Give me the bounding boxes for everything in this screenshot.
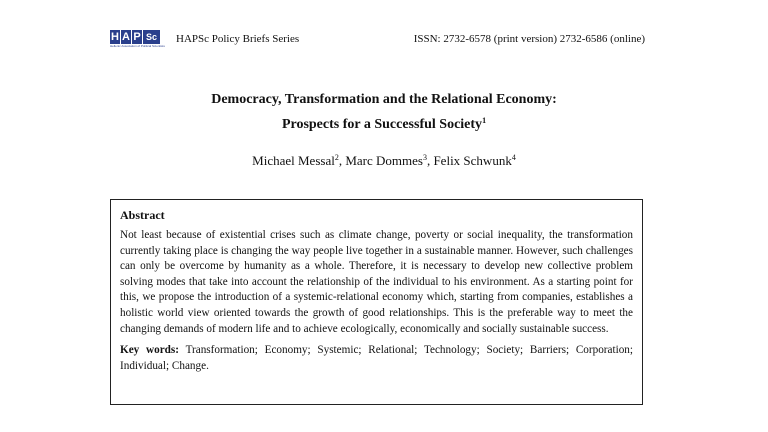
author: Michael Messal$^2$, [252,153,346,168]
abstract-heading: Abstract [120,208,165,222]
logo-subtext: Hellenic Association of Political Scientists [110,44,165,48]
logo-letter-h: H [111,31,119,43]
abstract-box [110,199,643,405]
logo-letter-p: P [133,31,141,43]
author-list [0,153,768,169]
paper-title-line-1: Democracy, Transformation and the Relational Economy: [211,92,557,107]
title-footnote-mark: 1 [482,116,487,125]
author: Marc Dommes$^3$, [345,153,434,168]
series-name: HAPSc Policy Briefs Series [176,33,300,45]
page-header [110,30,645,52]
keywords-label: Key words: [120,344,179,357]
paper-title-line-2: Prospects for a Successful Society$^1$ [281,116,487,132]
keywords [120,343,633,374]
logo-letter-sc: Sc [143,30,160,44]
keywords-list: Transformation; Economy; Systemic; Relational; Technology; Society; Barriers; Corporation; Individual; Change. [120,344,633,372]
abstract-text: Not least because of existential crises such as climate change, poverty or social inequality, the transformation currently taking place is changing the way people live together in a sustainable manner. However, such challenges can only be overcome by humanity as a whole. Therefore, it is necessary to develop new collective problem solving modes that take into account the relationship of the individual to his environment. As a starting point for this, we propose the introduction of a systemic-relational economy which, starting from companies, establishes a holistic world view oriented towards the growth of good relationships. This is the preferable way to meet the changing demands of modern life and to achieve ecologically, economically and socially sustainable success. [120,229,633,335]
logo-letter-a: A [122,31,130,43]
hapsc-logo [110,30,165,48]
author: Felix Schwunk$^4$ [433,153,516,168]
issn: ISSN: 2732-6578 (print version) 2732-6586 (online) [413,33,645,45]
